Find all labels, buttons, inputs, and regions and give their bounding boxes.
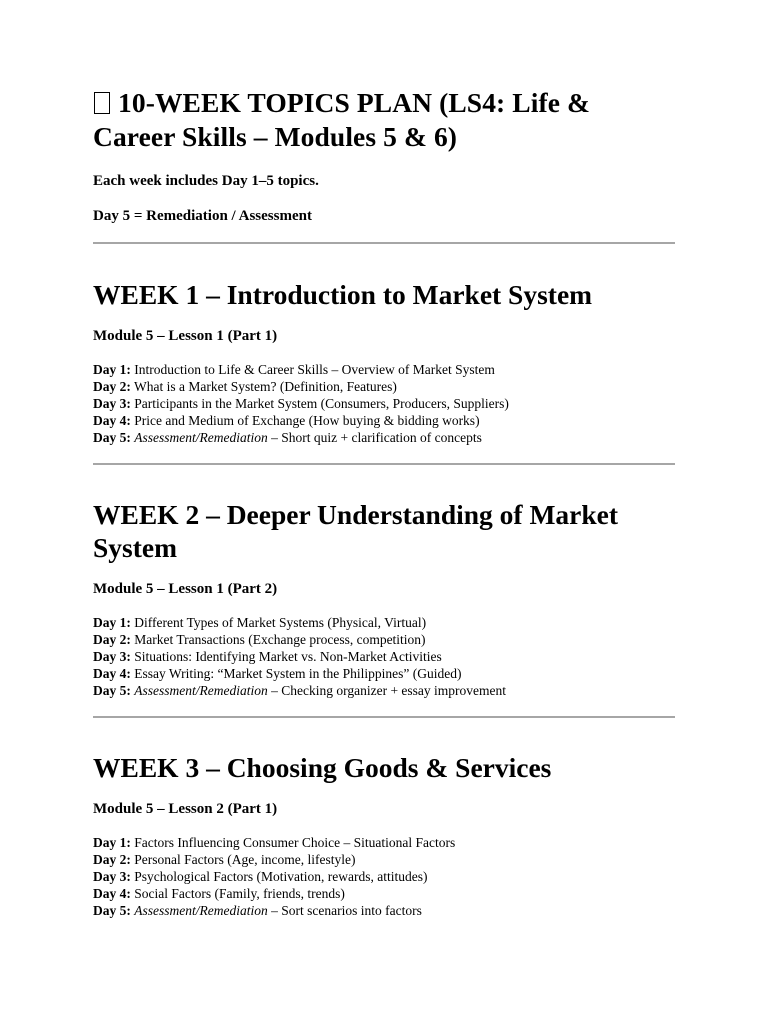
day-label: Day 5:: [93, 903, 131, 918]
day-item: [93, 631, 675, 648]
day-label: Day 4:: [93, 886, 131, 901]
day-emphasis: Assessment/Remediation: [134, 430, 268, 445]
day-label: Day 3:: [93, 396, 131, 411]
day-emphasis: Assessment/Remediation: [134, 683, 268, 698]
day-topic: Different Types of Market Systems (Physical, Virtual): [134, 615, 427, 630]
day-topic: Market Transactions (Exchange process, competition): [134, 632, 426, 647]
week-title: WEEK 2 – Deeper Understanding of Market System: [93, 499, 619, 563]
day-item: [93, 902, 675, 919]
day-item: [93, 834, 675, 851]
day-topic: Personal Factors (Age, income, lifestyle): [134, 852, 356, 867]
day-item: [93, 665, 675, 682]
day-label: Day 3:: [93, 649, 131, 664]
day-list: [93, 614, 675, 699]
day-topic: Participants in the Market System (Consumers, Producers, Suppliers): [134, 396, 509, 411]
day-label: Day 1:: [93, 362, 131, 377]
document-title: [93, 86, 675, 154]
day-label: Day 1:: [93, 835, 131, 850]
divider: [93, 242, 675, 244]
day-topic: Essay Writing: “Market System in the Philippines” (Guided): [134, 666, 462, 681]
module-lesson: Module 5 – Lesson 1 (Part 1): [93, 328, 278, 344]
day-topic: What is a Market System? (Definition, Features): [134, 379, 397, 394]
day-topic: – Short quiz + clarification of concepts: [267, 430, 482, 445]
module-lesson: Module 5 – Lesson 2 (Part 1): [93, 801, 278, 817]
day-item: [93, 361, 675, 378]
day-topic: Price and Medium of Exchange (How buying & bidding works): [134, 413, 480, 428]
day-label: Day 3:: [93, 869, 131, 884]
day-label: Day 5:: [93, 430, 131, 445]
week-3-section: [93, 751, 675, 919]
day-topic: Situations: Identifying Market vs. Non-Market Activities: [134, 649, 442, 664]
day-topic: – Checking organizer + essay improvement: [267, 683, 507, 698]
week-title: WEEK 3 – Choosing Goods & Services: [93, 752, 552, 783]
day-label: Day 4:: [93, 666, 131, 681]
day-item: [93, 429, 675, 446]
missing-glyph-icon: [94, 92, 110, 114]
day-item: [93, 682, 675, 699]
day-item: [93, 412, 675, 429]
divider: [93, 463, 675, 465]
day5-note: Day 5 = Remediation / Assessment: [93, 208, 312, 224]
day-label: Day 1:: [93, 615, 131, 630]
week-title: WEEK 1 – Introduction to Market System: [93, 279, 593, 310]
day-label: Day 2:: [93, 632, 131, 647]
day-label: Day 5:: [93, 683, 131, 698]
day-emphasis: Assessment/Remediation: [134, 903, 268, 918]
intro-note: Each week includes Day 1–5 topics.: [93, 173, 319, 189]
document-content: [93, 86, 675, 919]
day-item: [93, 395, 675, 412]
document-title-text: 10-WEEK TOPICS PLAN (LS4: Life & Career Skills – Modules 5 & 6): [93, 87, 591, 152]
day-topic: Introduction to Life & Career Skills – Overview of Market System: [134, 362, 495, 377]
day-item: [93, 648, 675, 665]
day-item: [93, 851, 675, 868]
week-2-section: [93, 498, 675, 699]
day-topic: Psychological Factors (Motivation, rewards, attitudes): [134, 869, 428, 884]
day-topic: Social Factors (Family, friends, trends): [134, 886, 345, 901]
day-item: [93, 868, 675, 885]
day-topic: – Sort scenarios into factors: [267, 903, 422, 918]
day-list: [93, 834, 675, 919]
module-lesson: Module 5 – Lesson 1 (Part 2): [93, 581, 278, 597]
day-list: [93, 361, 675, 446]
day-item: [93, 885, 675, 902]
week-1-section: [93, 278, 675, 446]
day-topic: Factors Influencing Consumer Choice – Situational Factors: [134, 835, 456, 850]
day-label: Day 2:: [93, 379, 131, 394]
day-label: Day 2:: [93, 852, 131, 867]
day-item: [93, 378, 675, 395]
divider: [93, 716, 675, 718]
day-label: Day 4:: [93, 413, 131, 428]
day-item: [93, 614, 675, 631]
